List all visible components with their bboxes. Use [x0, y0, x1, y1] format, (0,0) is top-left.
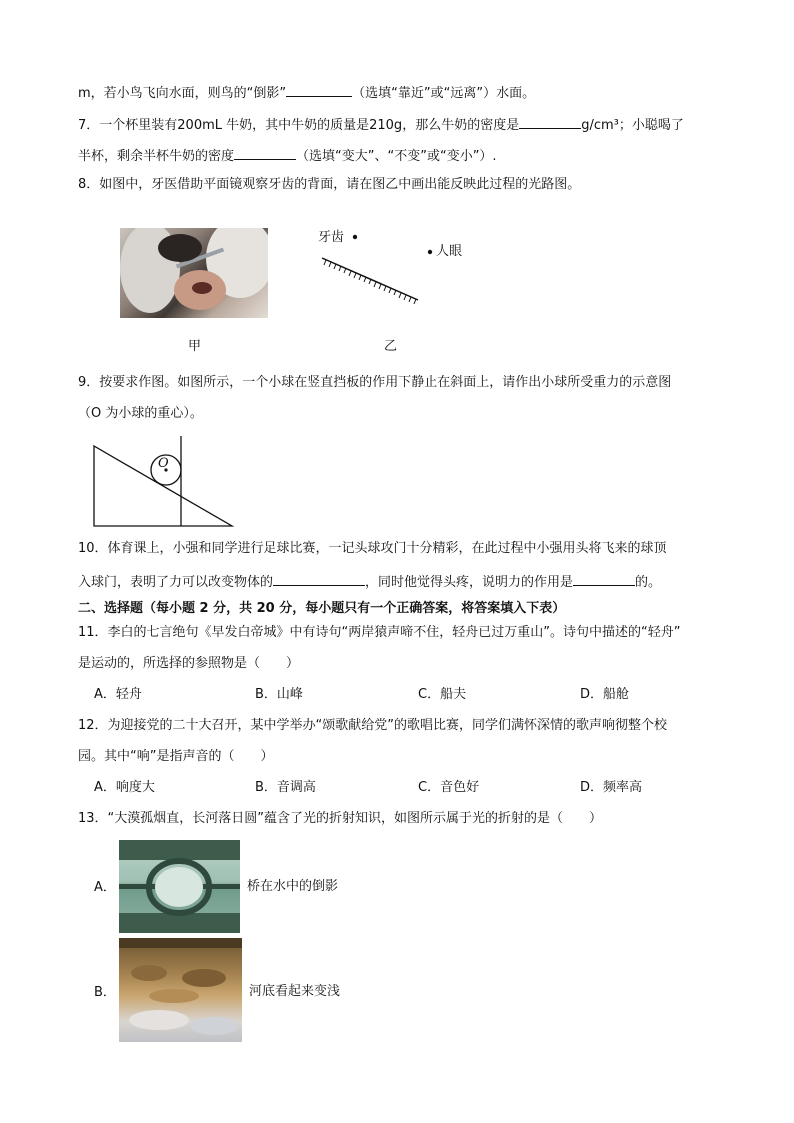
q7-line2 — [78, 145, 497, 166]
q10-text-c: 的。 — [635, 575, 662, 590]
q10-text-a: 入球门，表明了力可以改变物体的 — [78, 575, 274, 590]
q10-blank2[interactable] — [573, 571, 635, 586]
q7-blank2[interactable] — [234, 145, 296, 160]
mirror-hatch — [324, 260, 416, 304]
q11-option-b[interactable]: B．山峰 — [255, 687, 303, 702]
q11-line2: 是运动的，所选择的参照物是（ ） — [78, 656, 300, 671]
q8-stem: 8．如图中，牙医借助平面镜观察牙齿的背面，请在图乙中画出能反映此过程的光路图。 — [78, 177, 581, 192]
q7-blank1[interactable] — [519, 114, 581, 129]
q12-line1: 12．为迎接党的二十大召开，某中学举办“颂歌献给党”的歌唱比赛，同学们满怀深情的歌声响彻整个校 — [78, 718, 668, 733]
q6-text: m，若小鸟飞向水面，则鸟的“倒影” — [78, 86, 287, 101]
q11-option-a[interactable]: A．轻舟 — [94, 687, 142, 702]
q12-option-c[interactable]: C．音色好 — [418, 780, 480, 795]
q11-option-c[interactable]: C．船夫 — [418, 687, 467, 702]
bridge-reflection-photo[interactable] — [119, 840, 240, 933]
figure-label-jia: 甲 — [188, 339, 202, 354]
q10-line2 — [78, 571, 661, 592]
dentist-photo-art — [120, 228, 268, 318]
q7-text-c: 半杯，剩余半杯牛奶的密度 — [78, 149, 235, 164]
q11-line1: 11．李白的七言绝句《早发白帝城》中有诗句“两岸猿声啼不住，轻舟已过万重山”。诗句中描述的“轻舟” — [78, 625, 681, 640]
q13-option-a-letter[interactable]: A． — [94, 880, 116, 895]
q6-blank[interactable] — [286, 82, 352, 97]
incline-diagram — [92, 434, 237, 529]
q12-line2: 园。其中“响”是指声音的（ ） — [78, 749, 274, 764]
figure-label-yi: 乙 — [384, 339, 398, 354]
q6-tail: （选填“靠近”或“远离”）水面。 — [352, 86, 536, 101]
q11-option-d[interactable]: D．船舱 — [580, 687, 630, 702]
riverbed-photo[interactable] — [119, 938, 242, 1042]
q13-option-b-letter[interactable]: B． — [94, 985, 116, 1000]
eye-label: 人眼 — [436, 244, 463, 259]
q7-text-b: g/cm³；小聪喝了 — [581, 118, 684, 133]
tooth-point — [353, 235, 357, 239]
bridge-photo-art — [119, 840, 240, 933]
q9-line1: 9．按要求作图。如图所示，一个小球在竖直挡板的作用下静止在斜面上，请作出小球所受重力的示意图 — [78, 375, 672, 390]
q13-stem: 13．“大漠孤烟直，长河落日圆”蕴含了光的折射知识，如图所示属于光的折射的是（ ） — [78, 811, 603, 826]
q10-line1: 10．体育课上，小强和同学进行足球比赛，一记头球攻门十分精彩，在此过程中小强用头将飞来的球顶 — [78, 541, 667, 556]
q10-blank1[interactable] — [273, 571, 365, 586]
q12-option-d[interactable]: D．频率高 — [580, 780, 643, 795]
dentist-photo — [120, 228, 268, 318]
q6-line — [78, 82, 535, 103]
section-heading-choice: 二、选择题（每小题 2 分，共 20 分，每小题只有一个正确答案，将答案填入下表） — [78, 601, 566, 616]
q10-text-b: ，同时他觉得头疼，说明力的作用是 — [365, 575, 574, 590]
q13-option-b-text: 河底看起来变浅 — [249, 984, 341, 999]
tooth-label: 牙齿 — [318, 230, 345, 245]
riverbed-photo-art — [119, 938, 242, 1042]
center-label: O — [158, 456, 169, 471]
q12-option-a[interactable]: A．响度大 — [94, 780, 155, 795]
q12-option-b[interactable]: B．音调高 — [255, 780, 316, 795]
q7-text-d: （选填“变大”、“不变”或“变小”）. — [296, 149, 497, 164]
q7-text-a: 7．一个杯里装有200mL 牛奶，其中牛奶的质量是210g，那么牛奶的密度是 — [78, 118, 520, 133]
q13-option-a-text: 桥在水中的倒影 — [247, 879, 339, 894]
q9-line2: （O 为小球的重心）。 — [78, 406, 203, 421]
q7-line1 — [78, 114, 684, 135]
eye-point — [428, 250, 432, 254]
